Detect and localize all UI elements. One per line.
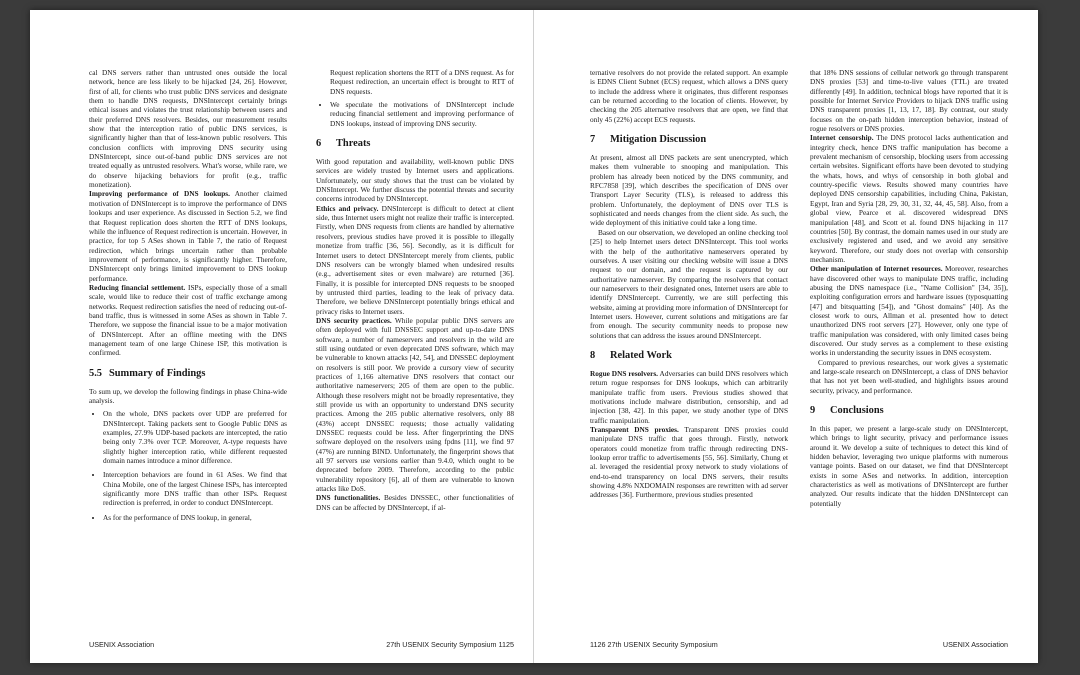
paragraph: Based on our observation, we developed an online checking tool [25] to help Internet users detect DNSIntercept. This tool works with the help of the authoritative nameservers operated by ourselves. A user visiting our checking website will issue a DNS request to our domain, and the request is captured by our authoritative nameserver. By comparing the resolvers that contact our nameservers to their designated ones, Internet users are able to identify DNSIntercept. Currently, we are still perfecting this website, aiming at providing more information of DNSIntercept for Internet users. However, current solutions and mitigations are far from enough. The security community needs to propose new solutions that can address the issues around DNSIntercept.: [590, 227, 788, 340]
footer-right: 27th USENIX Security Symposium 1125: [386, 640, 514, 649]
paragraph: Moreover, researches have discovered other ways to manipulate DNS traffic, including abusing the DNS namespace (i.e., "Name Collision" [34, 35]), exploiting configuration errors and hardware issues (typosquatting [47] and bitsquatting [54]), and "Ghost domains" [40]. As the closest work to ours, Allman et al. presented how to detect unauthorized DNS root servers [27]. However, only one type of traffic manipulation was considered, with only limited cases being discovered. Our study serves as a complement to these existing works in understanding the security issues in DNS ecosystem.: [810, 264, 1008, 358]
paragraph: cal DNS servers rather than untrusted ones outside the local network, hence are less likely to be hijacked [24, 26]. However, first of all, for clients who trust public DNS services and designate them to handle DNS requests, DNSIntercept certainly brings ethical issues and violates the trust relationship between users and their preferred DNS resolvers. Besides, our measurement results show that the interception ratio of public DNS services, is significantly higher than that of less-known public resolvers. This conclusion conflicts with improving DNS security using DNSIntercept, since out-of-band public DNS services are not treated equally as untrusted resolvers. What's worse, while rare, we do observe hijacking behaviors for profit (e.g., traffic monetization).: [89, 68, 287, 190]
paragraph-heading: Transparent DNS proxies.: [590, 425, 679, 434]
paragraph: that 18% DNS sessions of cellular network go through transparent DNS proxies [53] and time-to-live values (TTL) are treated differently [49]. In addition, technical blogs have reported that it is possible for Internet Service Providers to hijack DNS traffic using DNS transparent proxies [1, 13, 17, 18]. By contrast, our study focuses on the on-path hidden interception behavior, instead of rogue resolvers or DNS proxies.: [810, 68, 1008, 134]
footer-left: USENIX Association: [89, 640, 155, 649]
paragraph-heading: Rogue DNS resolvers.: [590, 368, 658, 378]
list-item: • On the whole, DNS packets over UDP are preferred for DNSIntercept. Taking packets sent to Google Public DNS as examples, 27.9% UDP-based packets are intercepted, the ratio being only 7.3% over TCP. Moreover, A-type requests have slightly higher interception ratio, while different requested domain names introduce a minor difference.: [103, 409, 287, 465]
section-heading: 7 Mitigation Discussion: [590, 134, 707, 146]
section-heading: 6 Threats: [316, 138, 371, 150]
paragraph: ternative resolvers do not provide the related support. An example is EDNS Client Subnet (ECS) request, which allows a DNS query to include the address where it originates, thus different responses can be returned according to the location of clients. However, by checking the 205 alternative resolvers that are open, we find that only 45 (22%) accept ECS requests.: [590, 68, 788, 124]
footer-right: USENIX Association: [942, 640, 1008, 649]
paragraph: Compared to previous researches, our work gives a systematic and large-scale research on DNSIntercept, a class of DNS behavior that has not yet been well-studied, and highlights issues around security, privacy, and performance.: [810, 357, 1008, 395]
paragraph: Adversaries can build DNS resolvers which return rogue responses for DNS lookups, which can arbitrarily manipulate traffic from users. Previous studies showed that motivations include malware distribution, censorship, and ad injection [38, 42]. In this paper, we study another type of DNS traffic manipulation.: [590, 368, 788, 425]
paragraph-heading: Improving performance of DNS lookups.: [89, 189, 230, 199]
paragraph: Besides DNSSEC, other functionalities of DNS can be affected by DNSIntercept, if al-: [316, 493, 514, 512]
list-item: • As for the performance of DNS lookup, in general,: [103, 513, 287, 522]
paragraph: Request replication shortens the RTT of a DNS request. As for Request redirection, an uncertain effect is brought to RTT of DNS requests.: [330, 68, 514, 96]
page-footer: [534, 640, 1038, 649]
column-1: [89, 68, 287, 643]
column-2: [316, 68, 514, 643]
paragraph-heading: DNS functionalities.: [316, 493, 381, 503]
page-columns: [590, 68, 1008, 643]
findings-list: [316, 100, 514, 128]
page-columns: [89, 68, 514, 643]
page-footer: [30, 640, 534, 649]
paragraph-heading: Ethics and privacy.: [316, 203, 379, 213]
findings-list: [89, 409, 287, 522]
paragraph: DNSIntercept is difficult to detect at client side, thus Internet users might not realize their traffic is intercepted. Firstly, when DNS requests from clients are handled by alternative resolvers, previous studies have proved it is possible to illegally monetize from traffic [36, 56]. Secondly, as it is difficult for Internet users to detect DNSIntercept merely from clients, public DNS resolvers can be wrongly blamed when undesired results (e.g., advertisement sites or even malware) are returned [36]. Finally, it is possible for intercepted DNS requests to be snooped by untrusted third parties, leading to the leak of privacy data. Therefore, we believe DNSIntercept potentially brings ethical and privacy risks to Internet users.: [316, 203, 514, 316]
list-item: • We speculate the motivations of DNSIntercept include reducing financial settlement and improving performance of DNS lookups, instead of improving DNS security.: [330, 100, 514, 128]
column-1: [590, 68, 788, 643]
paragraph: Another claimed motivation of DNSIntercept is to improve the performance of DNS lookups and user experience. As discussed in Section 5.2, we find that Request replication does shorten the RTT of DNS lookups, while the influence of Request redirection is uncertain. However, in practice, for top 5 ASes shown in Table 7, the ratio of Request redirection, which brings uncertain rather than probable improvement of performance, is significantly higher. Therefore, DNSIntercept only brings limited improvement to DNS lookup performance.: [89, 189, 287, 283]
column-2: [810, 68, 1008, 643]
paragraph: ISPs, especially those of a small scale, would like to reduce their cost of traffic exchange among networks. Request redirection satisfies the need of reducing out-of-band traffic, thus is witnessed in some ASes as shown in Table 7. Therefore, we suppose the financial issue to be a major motivation of DNSIntercept. After an offline meeting with the DNS management team of one large Chinese ISP, this motivation is confirmed.: [89, 282, 287, 358]
page-1125: [30, 10, 534, 663]
section-heading: 8 Related Work: [590, 349, 672, 361]
paragraph: At present, almost all DNS packets are sent unencrypted, which makes them vulnerable to snooping and manipulation. This problem has already been noticed by the DNS community, and RFC7858 [39], which describes the specification of DNS over Transport Layer Security (TLS), is released to address this problem. Unfortunately, the deployment of DNS over TLS is sophisticated and needs changes from the client side. As such, the wide deployment of this initiative could take a long time.: [590, 153, 788, 228]
paragraph-heading: Reducing financial settlement.: [89, 282, 186, 292]
section-heading: 9 Conclusions: [810, 405, 884, 417]
paragraph-heading: Internet censorship.: [810, 133, 874, 143]
paragraph-heading: DNS security practices.: [316, 315, 392, 325]
paragraph: With good reputation and availability, well-known public DNS services are widely trusted by Internet users and applications. Unfortunately, our study shows that the trust can be violated by DNSIntercept. We further discuss the potential threats and security concerns introduced by DNSIntercept.: [316, 157, 514, 204]
paragraph: In this paper, we present a large-scale study on DNSIntercept, which brings to light security, privacy and performance issues around it. We develop a suite of techniques to detect this kind of hidden behavior, leveraging two unique platforms with numerous vantage points. Based on our dataset, we find that DNSIntercept exists in some ASes and networks. In addition, interception characteristics as well as motivations of DNSIntercept are further analyzed. Our results indicate that the hidden DNSIntercept can potentially: [810, 424, 1008, 508]
paragraph: To sum up, we develop the following findings in phase China-wide analysis.: [89, 386, 287, 405]
paragraph: The DNS protocol lacks authentication and integrity check, hence DNS traffic manipulation has become a prevalent mechanism of censorship, blocking users from accessing certain websites. Significant efforts have been devoted to studying the whats, hows, and whys of censorship in both global and country-specific views. Results showed many countries have deployed DNS censorship capabilities, including China, Pakistan, Egypt, Iran and Syria [28, 29, 30, 31, 32, 44, 45, 58]. Also, from a global view, Pearce et al. discovered widespread DNS manipulation [48], and Scott et al. found DNS hijacking in 117 countries [50]. By contrast, the domain names used in our study are exclusively registered and used, and we avoid any sensitive keyword. Therefore, our study does not overlap with censorship mechanism.: [810, 133, 1008, 264]
footer-left: 1126 27th USENIX Security Symposium: [590, 640, 718, 649]
paragraph-heading: Other manipulation of Internet resources.: [810, 264, 943, 274]
section-heading: 5.5 Summary of Findings: [89, 367, 206, 379]
paragraph: While popular public DNS servers are often deployed with full DNSSEC support and up-to-date DNS software, a number of nameservers and resolvers in the wild are still using outdated or even deprecated DNS software, which may be vulnerable to known attacks [42, 54], and DNSSEC deployment on resolvers is still poor. We provide a cursory view of security practices of 1,166 alternative DNS resolvers that contact our authoritative nameservers; 205 of them are open to the public. Although these resolvers might not be broadly representative, they still provide us with an opportunity to understand DNS security practices. Among the 205 public alternative resolvers, only 88 (43%) accept DNSSEC requests; those actually validating DNSSEC requests could be less. After fingerprinting the DNS software deployed on the resolvers using fpdns [11], we find 97 (47%) are running BIND. Unfortunately, the fingerprint shows that all 97 servers use versions earlier than 9.4.0, which ought to be deprecated before 2009. Therefore, according to the public vulnerability repository [6], all of them are vulnerable to known attacks like DoS.: [316, 315, 514, 494]
list-item: • Interception behaviors are found in 61 ASes. We find that China Mobile, one of the largest Chinese ISPs, has intercepted significantly more DNS traffic than other ISPs. Request redirection is preferred, in order to conduct DNSIntercept.: [103, 470, 287, 507]
paragraph: Transparent DNS proxies could manipulate DNS traffic that goes through. Firstly, network operators could monetize from traffic through redirecting DNS-lookup error traffic to advertisements [55, 56]. Similarly, Chung et al. leveraged the residential proxy network to study violations of end-to-end transparency on local DNS servers, their results showing 4.8% NXDOMAIN responses are rewritten with ad server addresses [36]. Furthermore, previous studies presented: [590, 425, 788, 500]
page-1126: [534, 10, 1038, 663]
two-page-spread: [30, 10, 1038, 663]
